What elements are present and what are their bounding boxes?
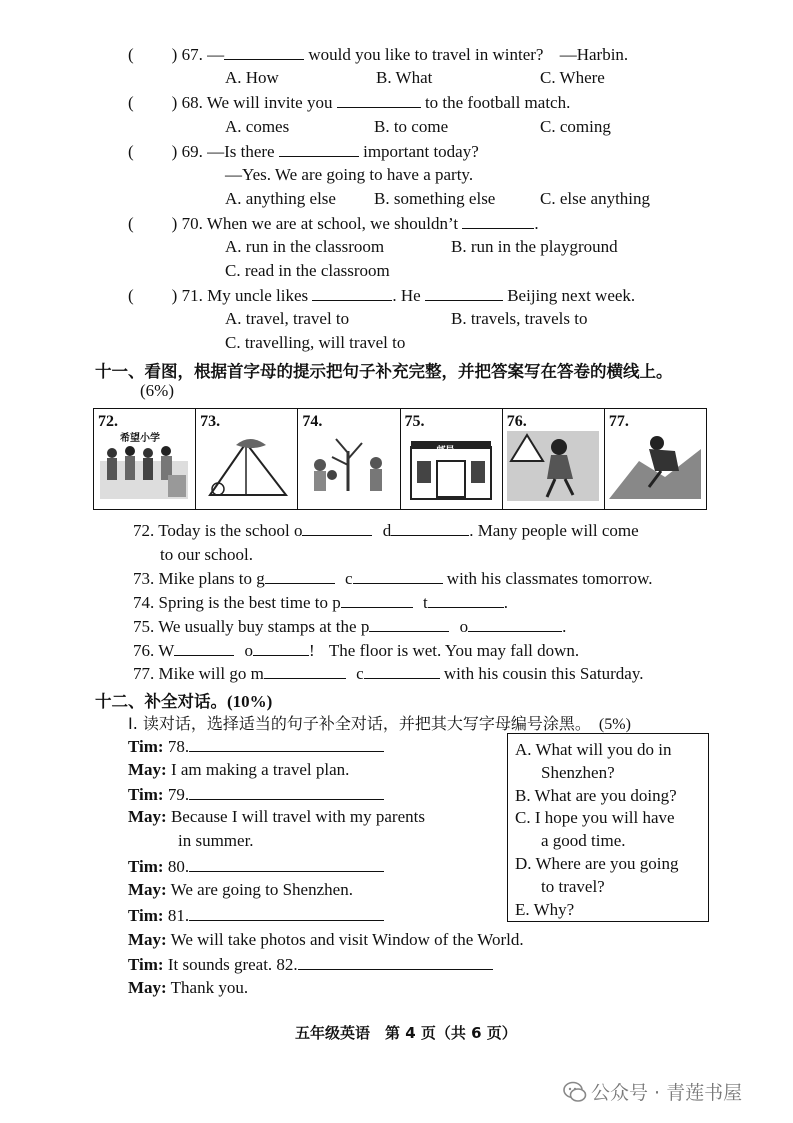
school-event-icon [98, 431, 190, 501]
section-11-score: (6%) [140, 381, 174, 400]
answer-blank[interactable] [265, 568, 335, 584]
answer-blank[interactable] [337, 92, 421, 108]
option-c: C. read in the classroom [225, 261, 390, 280]
dialogue-line: May: I am making a travel plan. [128, 760, 350, 779]
option-d-cont: to travel? [541, 877, 605, 896]
option-b: B. What [376, 68, 433, 87]
section-11-title: 十一、看图，根据首字母的提示把句子补充完整，并把答案写在答卷的横线上。 [95, 362, 673, 381]
tent-icon [200, 431, 292, 501]
option-e[interactable]: E. Why? [515, 900, 575, 919]
answer-blank[interactable] [353, 568, 443, 584]
option-d[interactable]: D. Where are you going [515, 854, 679, 873]
option-b: B. to come [374, 117, 449, 136]
dialogue-line-cont: in summer. [178, 831, 254, 850]
post-office-icon [405, 431, 497, 501]
option-a: A. comes [225, 117, 290, 136]
sentence-75: 75. We usually buy stamps at the p o . [133, 617, 567, 636]
answer-blank[interactable] [391, 520, 469, 536]
answer-blank[interactable] [279, 141, 359, 157]
sentence-77: 77. Mike will go m c with his cousin this Saturday. [133, 664, 644, 683]
dialogue-line: May: Because I will travel with my parents [128, 807, 425, 826]
dialogue-line: May: We are going to Shenzhen. [128, 880, 353, 899]
dialogue-line: Tim: 81. [128, 905, 384, 926]
option-a: A. run in the classroom [225, 237, 385, 256]
sentence-72-line2: to our school. [160, 545, 254, 564]
picture-75: 75. 邮局 [401, 409, 503, 509]
answer-blank[interactable] [302, 520, 372, 536]
option-b: B. travels, travels to [451, 309, 588, 328]
question-68: ( ) 68. We will invite you to the football match. [128, 93, 571, 112]
question-number: 67. [181, 45, 203, 64]
dialogue-line: May: Thank you. [128, 978, 249, 997]
option-a[interactable]: A. What will you do in [515, 740, 672, 759]
question-67: ( ) 67. — would you like to travel in winter? —Harbin. [128, 45, 629, 64]
option-a: A. travel, travel to [225, 309, 350, 328]
picture-74: 74. [298, 409, 400, 509]
answer-blank[interactable] [425, 285, 503, 301]
option-c: C. Where [540, 68, 605, 87]
option-c-cont: a good time. [541, 831, 626, 850]
dialogue-line: May: We will take photos and visit Window of the World. [128, 930, 524, 949]
picture-76: 76. [503, 409, 605, 509]
answer-blank[interactable] [298, 954, 493, 970]
sentence-73: 73. Mike plans to g c with his classmates tomorrow. [133, 569, 653, 588]
question-69-line2: —Yes. We are going to have a party. [225, 165, 474, 184]
answer-blank[interactable] [428, 592, 504, 608]
answer-blank[interactable] [462, 213, 534, 229]
sentence-74: 74. Spring is the best time to p t . [133, 593, 509, 612]
dialogue-line: Tim: It sounds great. 82. [128, 954, 493, 975]
option-a-cont: Shenzhen? [541, 763, 615, 782]
picture-72: 72. 希望小学 [94, 409, 196, 509]
answer-blank[interactable] [312, 285, 392, 301]
option-b: B. something else [374, 189, 496, 208]
answer-blank[interactable] [189, 736, 384, 752]
section-12-sub: I. 读对话，选择适当的句子补全对话，并把其大写字母编号涂黑。 (5%) [128, 714, 631, 733]
option-b: B. run in the playground [451, 237, 618, 256]
wet-floor-icon [507, 431, 599, 501]
answer-blank[interactable] [174, 640, 234, 656]
dialogue-line: Tim: 80. [128, 856, 384, 877]
page-footer: 五年级英语 第 4 页（共 6 页） [295, 1024, 517, 1042]
answer-blank[interactable] [224, 44, 304, 60]
answer-blank[interactable] [341, 592, 413, 608]
options-box [507, 733, 709, 922]
dialogue-line: Tim: 78. [128, 736, 384, 757]
option-a: A. How [225, 68, 279, 87]
mountain-climbing-icon [609, 431, 701, 501]
option-c[interactable]: C. I hope you will have [515, 808, 675, 827]
option-c: C. else anything [540, 189, 651, 208]
sentence-72: 72. Today is the school o d . Many people will come [133, 521, 639, 540]
answer-blank[interactable] [253, 640, 309, 656]
option-b[interactable]: B. What are you doing? [515, 786, 677, 805]
question-71: ( ) 71. My uncle likes . He Beijing next week. [128, 286, 636, 305]
option-c: C. travelling, will travel to [225, 333, 406, 352]
watermark: 公众号 · 青莲书屋 [563, 1078, 742, 1105]
answer-blank[interactable] [468, 616, 562, 632]
answer-blank[interactable] [189, 784, 384, 800]
option-c: C. coming [540, 117, 611, 136]
sentence-76: 76. W o ! The floor is wet. You may fall down. [133, 641, 580, 660]
picture-77: 77. [605, 409, 706, 509]
tree-planting-icon [302, 431, 394, 501]
wechat-icon [563, 1081, 587, 1103]
answer-blank[interactable] [369, 616, 449, 632]
answer-blank[interactable] [189, 856, 384, 872]
answer-blank[interactable] [264, 663, 346, 679]
question-70: ( ) 70. When we are at school, we shouldn’t . [128, 214, 539, 233]
section-12-title: 十二、补全对话。(10%) [95, 692, 273, 711]
question-69: ( ) 69. —Is there important today? [128, 142, 479, 161]
answer-blank[interactable] [364, 663, 440, 679]
picture-row [93, 408, 707, 510]
option-a: A. anything else [225, 189, 336, 208]
answer-blank[interactable] [189, 905, 384, 921]
dialogue-line: Tim: 79. [128, 784, 384, 805]
picture-73: 73. [196, 409, 298, 509]
